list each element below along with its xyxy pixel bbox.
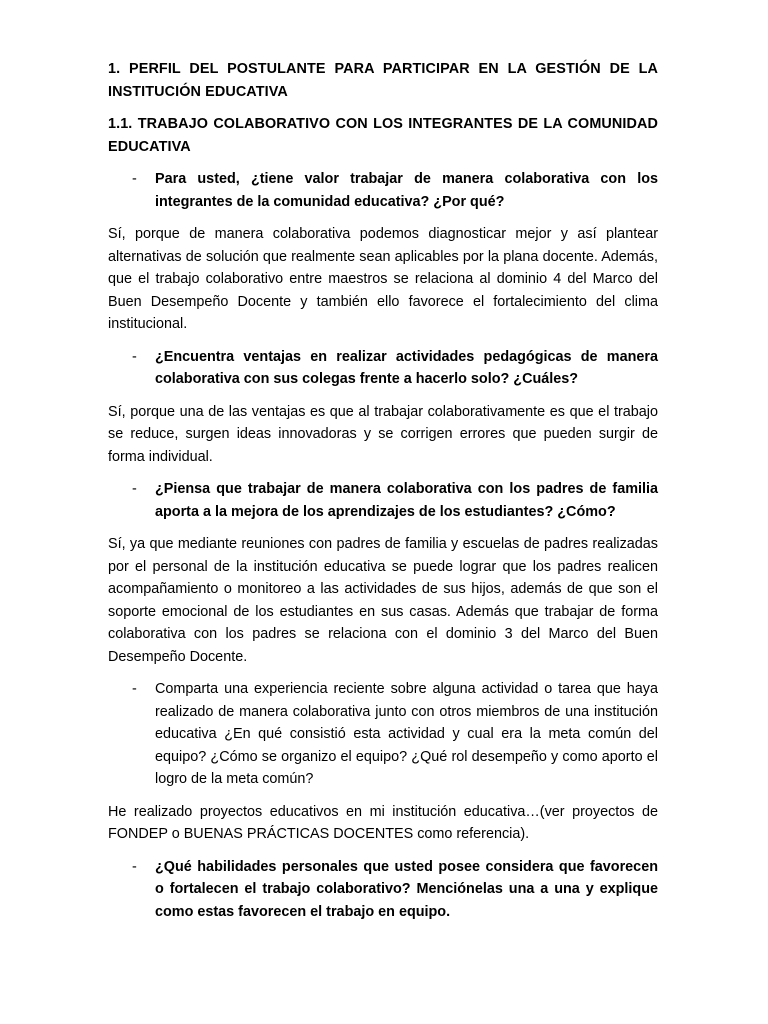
question-text: Para usted, ¿tiene valor trabajar de manera colaborativa con los integrantes de la comunidad educativa? ¿Por qué?	[155, 171, 658, 210]
question-2	[108, 346, 658, 391]
answer-4: He realizado proyectos educativos en mi institución educativa…(ver proyectos de FONDEP o BUENAS PRÁCTICAS DOCENTES como referencia).	[108, 803, 658, 842]
answer-1: Sí, porque de manera colaborativa podemos diagnosticar mejor y así plantear alternativas de solución que realmente sean aplicables por la plana docente. Además, que el trabajo colaborativo entre maestros se relaciona al dominio 4 del Marco del Buen Desempeño Docente y también ello favorece el fortalecimiento del clima institucional.	[108, 226, 658, 332]
section-heading: 1. PERFIL DEL POSTULANTE PARA PARTICIPAR EN LA GESTIÓN DE LA INSTITUCIÓN EDUCATIVA	[108, 61, 658, 100]
bullet-dash: -	[132, 858, 137, 875]
subsection-heading: 1.1. TRABAJO COLABORATIVO CON LOS INTEGRANTES DE LA COMUNIDAD EDUCATIVA	[108, 116, 658, 155]
question-5	[108, 856, 658, 924]
question-text: ¿Encuentra ventajas en realizar actividades pedagógicas de manera colaborativa con sus colegas frente a hacerlo solo? ¿Cuáles?	[155, 348, 658, 387]
bullet-dash: -	[132, 348, 137, 365]
question-4	[108, 678, 658, 791]
question-1	[108, 168, 658, 213]
answer-2: Sí, porque una de las ventajas es que al trabajar colaborativamente es que el trabajo se reduce, surgen ideas innovadoras y se corrigen errores que pueden surgir de forma individual.	[108, 403, 658, 465]
question-text: ¿Piensa que trabajar de manera colaborativa con los padres de familia aporta a la mejora de los aprendizajes de los estudiantes? ¿Cómo?	[155, 481, 658, 520]
bullet-dash: -	[132, 481, 137, 497]
bullet-dash: -	[132, 681, 137, 697]
document-page	[108, 58, 658, 933]
question-text: Comparta una experiencia reciente sobre alguna actividad o tarea que haya realizado de manera colaborativa junto con otros miembros de una institución educativa ¿En qué consistió esta actividad y cual era la meta común del equipo? ¿Cómo se organizo el equipo? ¿Qué rol desempeño y como aporto el logro de la meta común?	[155, 681, 658, 787]
question-text: ¿Qué habilidades personales que usted posee considera que favorecen o fortalecen el trabajo colaborativo? Menciónelas una a una y explique como estas favorecen el trabajo en equipo.	[155, 858, 658, 920]
question-3	[108, 478, 658, 523]
bullet-dash: -	[132, 171, 137, 187]
answer-3: Sí, ya que mediante reuniones con padres de familia y escuelas de padres realizadas por el personal de la institución educativa se puede lograr que los padres realicen acompañamiento o monitoreo a las actividades de sus hijos, además de que son el soporte emocional de los estudiantes en sus casas. Además que trabajar de forma colaborativa con los padres se relaciona con el dominio 3 del Marco del Buen Desempeño Docente.	[108, 536, 658, 665]
